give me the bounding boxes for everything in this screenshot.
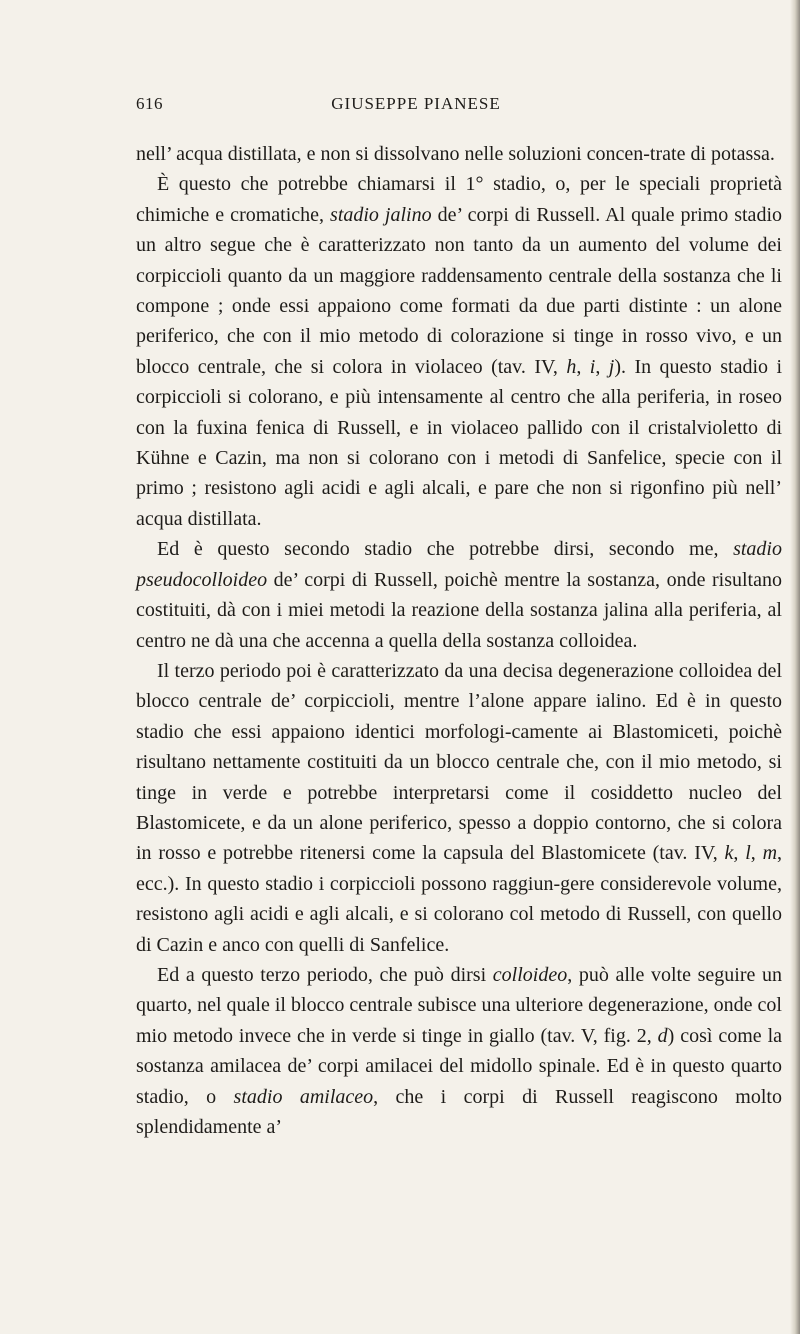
text-run: , [750,842,763,865]
page-number: 616 [136,94,163,113]
text-run: de’ corpi di Russell. Al quale primo stadio un altro segue che è caratterizzato non tanto da un aumento del volume dei corpiccioli quanto da un maggiore raddensamento centrale della sostanza che li compone ; onde essi appaiono come formati da due parti distinte : un alone periferico, che con il mio metodo di colorazione si tinge in rosso vivo, e un blocco centrale, che si colora in violaceo (tav. IV, [136,203,782,378]
running-head [136,94,696,118]
italic-text: k [724,842,734,865]
italic-text: stadio amilaceo [233,1085,374,1108]
text-run: Il terzo periodo poi è caratterizzato da una decisa degenerazione colloidea del blocco centrale de’ corpiccioli, mentre l’alone appare ialino. Ed è in questo stadio che essi appaiono identici morfologi-camente ai Blastomiceti, poichè risultano nettamente costituiti da un blocco centrale che, con il mio metodo, si tinge in verde e potrebbe interpretarsi come il cosiddetto nucleo del Blastomicete, e da un alone periferico, spesso a doppio contorno, che si colora in rosso e potrebbe ritenersi come la capsula del Blastomicete (tav. IV, [136,659,782,865]
running-title: GIUSEPPE PIANESE [331,94,501,113]
paragraph [136,960,782,1142]
text-run: , [595,355,609,378]
italic-text: m [762,842,778,865]
text-run: , che i corpi di Russell reagiscono molto splendidamente a’ [136,1085,782,1138]
paragraph [136,534,782,656]
paragraph [136,139,782,169]
text-run: ). In questo stadio i corpiccioli si colorano, e più intensamente al centro che alla periferia, in roseo con la fuxina fenica di Russell, e in violaceo pallido con il cristalvioletto di Kühne e Cazin, ma non si colorano con i metodi di Sanfelice, specie con il primo ; resistono agli acidi e agli alcali, e pare che non si rigonfino più nell’ acqua distillata. [136,355,783,530]
text-run: È questo che potrebbe chiamarsi il 1° stadio, o, per le speciali proprietà chimiche e cromatiche, [136,173,782,226]
body-text [136,139,782,1142]
text-run: nell’ acqua distillata, e non si dissolvano nelle soluzioni concen-trate di potassa. [136,143,775,165]
page-binding-edge [790,0,800,1334]
italic-text: l [745,842,751,865]
italic-text: i [589,355,596,378]
paragraph [136,169,782,534]
text-run: de’ corpi di Russell, poichè mentre la sostanza, onde risultano costituiti, dà con i miei metodi la reazione della sostanza jalina alla periferia, al centro ne dà una che accenna a quella della sostanza colloidea. [136,568,782,652]
italic-text: colloideo [492,963,568,986]
italic-text: j [608,355,615,378]
italic-text: h [566,355,577,378]
text-run: ) così come la sostanza amilacea de’ corpi amilacei del midollo spinale. Ed è in questo quarto stadio, o [136,1024,782,1108]
italic-text: stadio jalino [330,203,432,226]
text-run: , [733,842,746,865]
text-run: Ed a questo terzo periodo, che può dirsi [157,963,493,986]
text-run: , [576,355,590,378]
text-run: , ecc.). In questo stadio i corpiccioli possono raggiun-gere considerevole volume, resistono agli acidi e agli alcali, e si colorano col metodo di Russell, con quello di Cazin e anco con quelli di Sanfelice. [136,842,783,956]
paragraph [136,656,782,960]
text-run: , può alle volte seguire un quarto, nel quale il blocco centrale subisce una ulteriore degenerazione, onde col mio metodo invece che in verde si tinge in giallo (tav. V, fig. 2, [136,963,782,1047]
italic-text: d [657,1024,668,1047]
text-run: Ed è questo secondo stadio che potrebbe dirsi, secondo me, [157,538,734,561]
italic-text: stadio pseudocolloideo [136,538,782,591]
